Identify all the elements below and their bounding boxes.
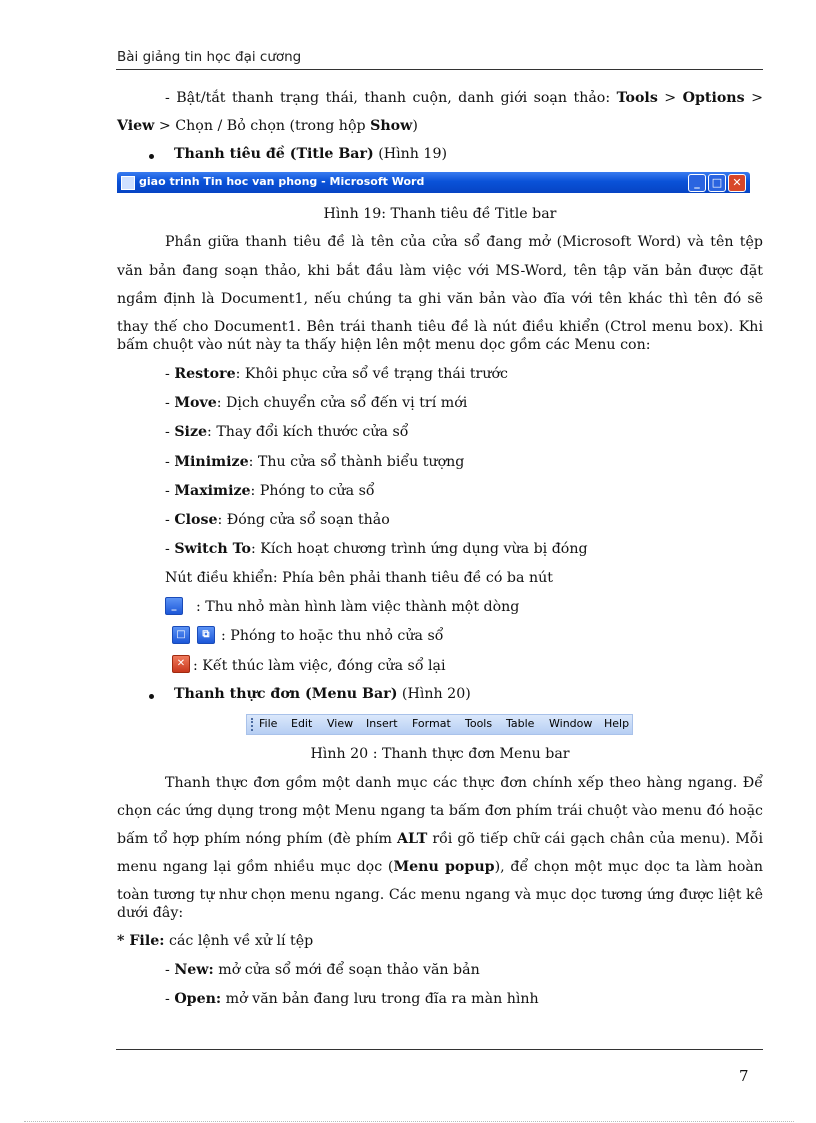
menu-bar-figure [246,714,633,735]
figure-caption: Hình 19: Thanh tiêu đề Title bar [323,206,557,222]
paragraph-line: Nút điều khiển: Phía bên phải thanh tiêu đề có ba nút [165,570,553,586]
menu-list-item: - Restore: Khôi phục cửa sổ về trạng thái trước [165,366,508,382]
close-button[interactable] [728,174,746,192]
paragraph-line: Phần giữa thanh tiêu đề là tên của cửa sổ đang mở (Microsoft Word) và tên tệp [165,234,763,250]
paragraph-line: văn bản đang soạn thảo, khi bắt đầu làm việc với MS-Word, tên tập văn bản được đặt [117,263,763,279]
paragraph-line: menu ngang lại gồm nhiều mục dọc (Menu popup), để chọn một mục dọc ta làm hoàn [117,859,763,875]
menu-list-item: - New: mở cửa sổ mới để soạn thảo văn bản [165,962,480,978]
bullet-dot [149,154,154,159]
maximize-icon: □ [172,626,190,644]
icon-description: : Phóng to hoặc thu nhỏ cửa sổ [221,628,444,644]
menu-item-insert[interactable]: Insert [366,717,398,730]
toolbar-grip-icon [251,718,255,731]
footer-rule [116,1049,763,1050]
header-rule [116,69,763,70]
icon-description: : Thu nhỏ màn hình làm việc thành một dòng [196,599,520,615]
word-doc-icon [121,176,135,190]
paragraph-line: bấm chuột vào nút này ta thấy hiện lên một menu dọc gồm các Menu con: [117,337,651,353]
menu-list-item: - Size: Thay đổi kích thước cửa sổ [165,424,409,440]
paragraph-line: - Bật/tắt thanh trạng thái, thanh cuộn, danh giới soạn thảo: Tools > Options > [165,90,763,106]
title-bar-text: giao trinh Tin hoc van phong - Microsoft Word [139,175,425,188]
icon-description: : Kết thúc làm việc, đóng cửa sổ lại [193,658,446,674]
menu-list-item: - Move: Dịch chuyển cửa sổ đến vị trí mới [165,395,468,411]
page-number: 7 [739,1067,749,1085]
maximize-button[interactable] [708,174,726,192]
menu-item-edit[interactable]: Edit [291,717,313,730]
minimize-icon: _ [694,176,700,189]
maximize-icon: □ [711,176,723,189]
figure-caption: Hình 20 : Thanh thực đơn Menu bar [310,746,570,762]
paragraph-line: bấm tổ hợp phím nóng phím (đè phím ALT rồi gõ tiếp chữ cái gạch chân của menu). Mỗi [117,831,763,847]
menu-list-item: - Maximize: Phóng to cửa sổ [165,483,375,499]
bullet-heading: Thanh tiêu đề (Title Bar) (Hình 19) [174,146,448,162]
section-heading: * File: các lệnh về xử lí tệp [117,933,314,949]
paragraph-line: thay thế cho Document1. Bên trái thanh tiêu đề là nút điều khiển (Ctrol menu box). Khi [117,319,763,335]
title-bar-figure [117,172,750,193]
minimize-icon: _ [165,597,183,615]
bullet-dot [149,694,154,699]
header-title: Bài giảng tin học đại cương [117,49,302,65]
paragraph-line: toàn tương tự như chọn menu ngang. Các menu ngang và mục dọc tương ứng được liệt kê [117,887,763,903]
page-edge [24,1121,794,1122]
menu-item-window[interactable]: Window [549,717,593,730]
bullet-heading: Thanh thực đơn (Menu Bar) (Hình 20) [174,686,471,702]
paragraph-line: ngầm định là Document1, nếu chúng ta ghi văn bản vào đĩa với tên khác thì tên đó sẽ [117,291,763,307]
menu-item-format[interactable]: Format [412,717,451,730]
paragraph-line: Thanh thực đơn gồm một danh mục các thực đơn chính xếp theo hàng ngang. Để [165,775,763,791]
close-icon: ✕ [172,655,190,673]
restore-icon: ⧉ [197,626,215,644]
paragraph-line: dưới đây: [117,905,184,921]
paragraph-line: View > Chọn / Bỏ chọn (trong hộp Show) [117,118,418,134]
menu-item-file[interactable]: File [259,717,278,730]
menu-item-table[interactable]: Table [506,717,535,730]
paragraph-line: chọn các ứng dụng trong một Menu ngang ta bấm đơn phím trái chuột vào menu đó hoặc [117,803,763,819]
menu-list-item: - Close: Đóng cửa sổ soạn thảo [165,512,390,528]
menu-list-item: - Switch To: Kích hoạt chương trình ứng dụng vừa bị đóng [165,541,588,557]
minimize-button[interactable] [688,174,706,192]
menu-item-tools[interactable]: Tools [465,717,493,730]
menu-list-item: - Minimize: Thu cửa sổ thành biểu tượng [165,454,465,470]
menu-item-view[interactable]: View [327,717,354,730]
close-icon: ✕ [732,176,742,189]
menu-item-help[interactable]: Help [604,717,630,730]
menu-list-item: - Open: mở văn bản đang lưu trong đĩa ra màn hình [165,991,539,1007]
